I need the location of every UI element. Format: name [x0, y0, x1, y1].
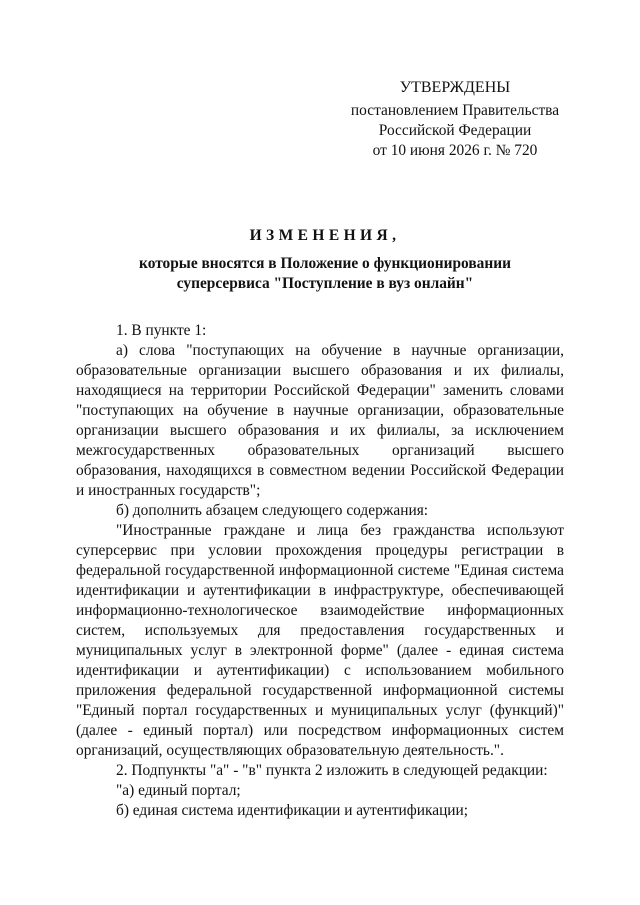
document-title-block — [60, 226, 590, 294]
approval-line: Российской Федерации — [378, 122, 532, 139]
paragraph-quoted-text: "Иностранные граждане и лица без гражданства используют суперсервис при условии прохождения процедуры регистрации в федеральной государственной информационной системе "Единая система идентификации и аутентификации в инфраструктуре, обеспечивающей информационно-технологическое взаимодействие информационных систем, используемых для предоставления государственных и муниципальных услуг в электронной форме" (далее - единая система идентификации и аутентификации) с использованием мобильного приложения федеральной государственной информационной системы "Единый портал государственных и муниципальных услуг (функций)" (далее - единый портал) или посредством информационных систем организаций, осуществляющих образовательную деятельность.". — [76, 522, 564, 759]
approval-date-line: от 10 июня 2026 г. № 720 — [372, 142, 538, 159]
paragraph-item-1: 1. В пункте 1: — [116, 322, 207, 339]
approval-heading: УТВЕРЖДЕНЫ — [399, 79, 511, 96]
document-body — [76, 321, 564, 821]
paragraph-item-2: 2. Подпункты "а" - "в" пункта 2 изложить в следующей редакции: — [116, 762, 548, 779]
subtitle-line: суперсервиса "Поступление в вуз онлайн" — [176, 275, 474, 292]
subtitle-line: которые вносятся в Положение о функционировании — [139, 255, 511, 272]
paragraph-subitem-a: а) слова "поступающих на обучение в научные организации, образовательные организации высшего образования и их филиалы, находящиеся на территории Российской Федерации" заменить словами "поступающих на обучение в научные организации, образовательные организации высшего образования и их филиалы, за исключением межгосударственных образовательных организаций высшего образования, находящихся в совместном ведении Российской Федерации и иностранных государств"; — [76, 342, 564, 499]
document-title: ИЗМЕНЕНИЯ, — [249, 227, 401, 244]
approval-stamp — [330, 78, 580, 161]
approval-line: постановлением Правительства — [350, 102, 560, 119]
paragraph-subitem-a-new: "а) единый портал; — [116, 782, 241, 799]
paragraph-subitem-b-new: б) единая система идентификации и аутентификации; — [116, 802, 469, 819]
paragraph-subitem-b: б) дополнить абзацем следующего содержания: — [116, 502, 429, 519]
document-subtitle — [60, 254, 590, 294]
